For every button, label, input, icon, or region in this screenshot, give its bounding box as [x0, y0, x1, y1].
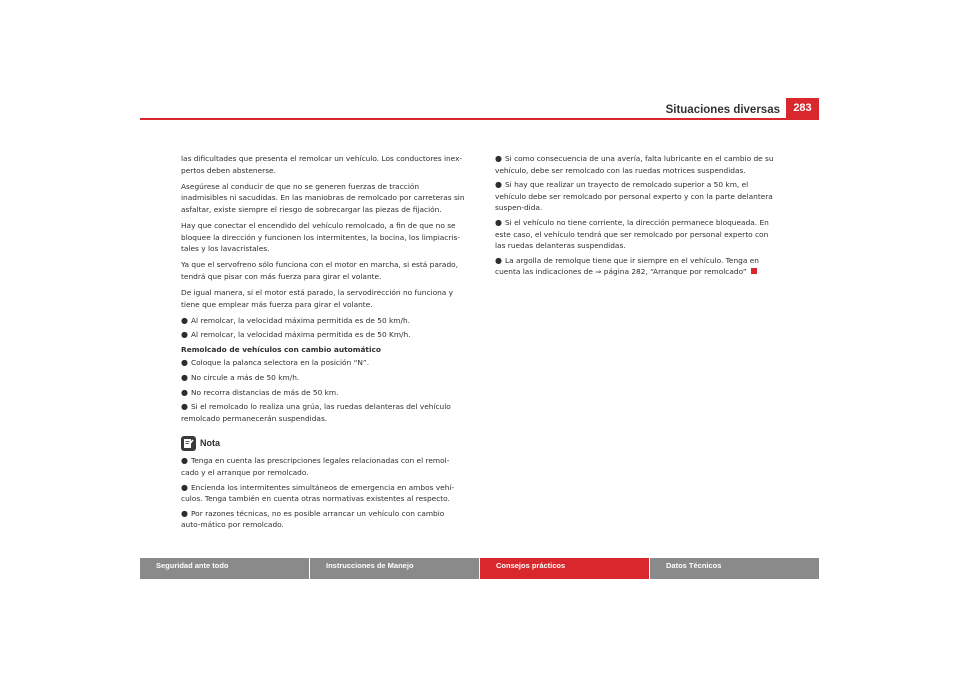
- list-item: [181, 329, 466, 341]
- bullet-icon: ●: [181, 315, 188, 325]
- paragraph: Hay que conectar el encendido del vehículo remolcado, a fin de que no se bloquee la dirección y funcionen los intermitentes, la bocina, los limpiacris-tales y los lavacristales.: [181, 220, 460, 254]
- bullet-text: Si el vehículo no tiene corriente, la dirección permanece bloqueada. En este caso, el vehículo tendrá que ser remolcado por personal experto con las ruedas delanteras suspendidas.: [495, 217, 769, 251]
- bullet-icon: ●: [495, 180, 502, 190]
- footer-tab-instrucciones[interactable]: Instrucciones de Manejo: [310, 558, 479, 579]
- bullet-icon: ●: [181, 508, 188, 518]
- bullet-icon: ●: [181, 482, 188, 492]
- list-item: [495, 217, 780, 252]
- footer-tab-seguridad[interactable]: Seguridad ante todo: [140, 558, 309, 579]
- bullet-icon: ●: [181, 373, 188, 382]
- paragraph: De igual manera, si el motor está parado, la servodirección no funciona y tiene que emplear más fuerza para girar el volante.: [181, 287, 454, 309]
- note-icon: [181, 436, 196, 451]
- page-number-badge: 283: [786, 98, 819, 118]
- list-item: [181, 455, 466, 478]
- note-header: [181, 436, 466, 451]
- footer-tab-consejos[interactable]: Consejos prácticos: [480, 558, 649, 579]
- bullet-text: Si el remolcado lo realiza una grúa, las ruedas delanteras del vehículo remolcado permanecerán suspendidas.: [181, 402, 451, 423]
- left-column: [181, 153, 466, 534]
- bullet-text: Al remolcar, la velocidad máxima permitida es de 50 Km/h.: [190, 330, 411, 340]
- bullet-text: Por razones técnicas, no es posible arrancar un vehículo con cambio auto-mático por remolcado.: [181, 508, 445, 530]
- bullet-text: No circule a más de 50 km/h.: [190, 373, 300, 382]
- bullet-text: Coloque la palanca selectora en la posición “N”.: [190, 358, 370, 368]
- paragraph: las dificultades que presenta el remolcar un vehículo. Los conductores inex-pertos deben abstenerse.: [181, 154, 463, 175]
- list-item: [181, 508, 466, 531]
- list-item: [495, 255, 780, 278]
- bullet-text: Si como consecuencia de una avería, falta lubricante en el cambio de su vehículo, debe ser remolcado con las ruedas motrices suspendidas.: [495, 154, 774, 175]
- subheading: Remolcado de vehículos con cambio automático: [181, 344, 381, 354]
- bullet-icon: ●: [181, 402, 188, 412]
- bullet-icon: ●: [181, 456, 188, 466]
- paragraph: Ya que el servofreno sólo funciona con el motor en marcha, si está parado, tendrá que pisar con más fuerza para girar el volante.: [181, 260, 459, 281]
- section-end-icon: [751, 268, 757, 274]
- bullet-text: La argolla de remolque tiene que ir siempre en el vehículo. Tenga en cuenta las indicaciones de ⇒ página 282, “Arranque por remolcado”: [495, 255, 759, 277]
- list-item: [181, 387, 466, 399]
- list-item: [181, 315, 466, 327]
- bullet-text: No recorra distancias de más de 50 km.: [190, 387, 339, 397]
- bullet-icon: ●: [495, 154, 502, 163]
- section-title: Situaciones diversas: [665, 104, 780, 116]
- bullet-icon: ●: [181, 358, 188, 368]
- right-column: [495, 153, 780, 281]
- note-label: Nota: [200, 438, 220, 449]
- list-item: [181, 482, 466, 505]
- header-divider: [140, 118, 819, 120]
- list-item: [181, 357, 466, 369]
- list-item: [181, 372, 466, 384]
- bullet-text: Encienda los intermitentes simultáneos de emergencia en ambos vehí-culos. Tenga también en cuenta otras normativas existentes al respecto.: [181, 482, 455, 504]
- bullet-text: Tenga en cuenta las prescripciones legales relacionadas con el remol-cado y el arranque por remolcado.: [181, 456, 450, 477]
- bullet-icon: ●: [495, 217, 502, 227]
- bullet-icon: ●: [181, 330, 188, 340]
- list-item: [495, 153, 780, 176]
- bullet-icon: ●: [181, 387, 188, 397]
- paragraph: Asegúrese al conducir de que no se generen fuerzas de tracción inadmisibles ni sacudidas. En las maniobras de remolcado por carreteras sin asfaltar, existe siempre el riesgo de sobrecargar las piezas de fijación.: [181, 181, 465, 214]
- list-item: [181, 401, 466, 424]
- bullet-text: Al remolcar, la velocidad máxima permitida es de 50 km/h.: [190, 315, 411, 325]
- footer-tab-datos[interactable]: Datos Técnicos: [650, 558, 819, 579]
- bullet-icon: ●: [495, 255, 502, 265]
- bullet-text: Si hay que realizar un trayecto de remolcado superior a 50 km, el vehículo debe ser remolcado por personal experto y con la parte delantera suspen-dida.: [495, 180, 773, 213]
- list-item: [495, 179, 780, 214]
